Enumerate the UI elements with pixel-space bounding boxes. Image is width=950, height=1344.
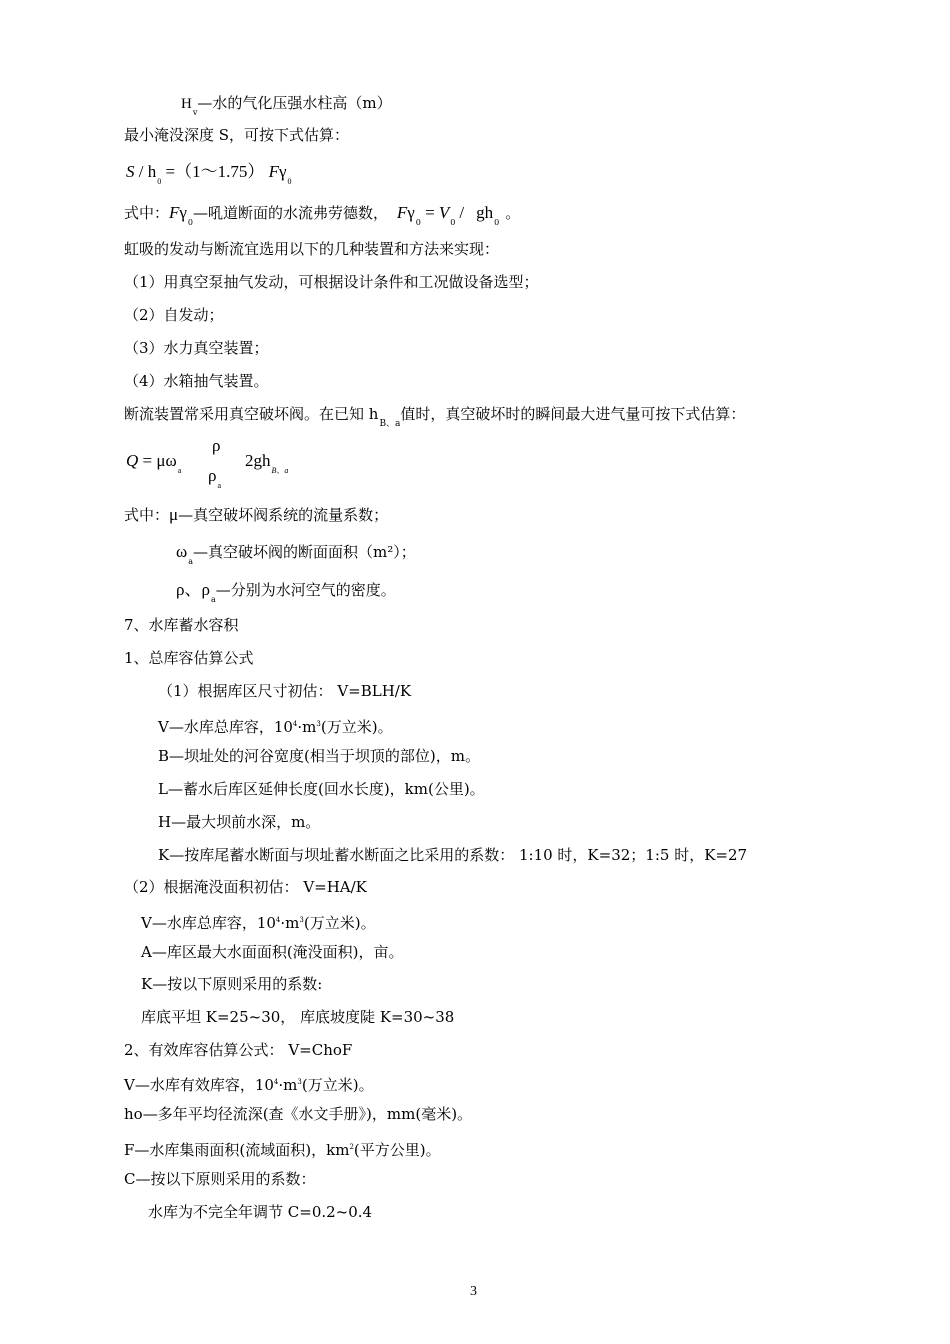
list-item: （4）水箱抽气装置。 [124, 372, 269, 390]
superscript: 4 [273, 1078, 279, 1086]
text-line: L—蓄水后库区延伸长度(回水长度)，km(公里)。 [158, 780, 485, 798]
symbol-gamma: γ [407, 203, 415, 222]
text-line [141, 910, 376, 933]
text-line: 最小淹没深度 S，可按下式估算： [124, 126, 350, 144]
text-line: （2）根据淹没面积初估： V=HA/K [124, 878, 367, 896]
line-text: —水的气化压强水柱高（m） [197, 94, 392, 112]
equals-mu-omega: = μω [138, 451, 177, 470]
subscript: v [192, 108, 198, 117]
symbol-gamma: γ [179, 203, 187, 222]
period: 。 [505, 204, 521, 222]
line-text: F—水库集雨面积(流域面积)，km [124, 1141, 350, 1159]
symbol-s: S [126, 162, 135, 181]
subscript: a [188, 557, 193, 566]
symbol-rho: ρ、 [176, 580, 202, 599]
symbol-gh: gh [476, 203, 494, 222]
line-text: (万立米)。 [303, 914, 376, 932]
section-heading: 2、有效库容估算公式： V=ChoF [124, 1041, 353, 1059]
superscript: 3 [299, 916, 304, 924]
sqrt-term [245, 451, 288, 476]
prefix: 式中： [124, 204, 170, 222]
text-line [124, 203, 520, 233]
symbol-gamma: γ [278, 162, 287, 181]
text-line [124, 1137, 441, 1160]
symbol-f: F [396, 203, 408, 222]
subscript: 0 [287, 177, 292, 186]
subscript: 0 [187, 218, 194, 227]
fraction-denominator [208, 466, 221, 490]
equation-q [126, 451, 181, 475]
subscript: a [210, 595, 216, 604]
line-text: ·m [278, 1076, 298, 1094]
symbol-rho: ρ [208, 466, 217, 485]
subscript: 0 [415, 218, 421, 227]
line-text: ·m [297, 718, 317, 736]
equals-range: =（1～1.75） [165, 162, 265, 181]
text-line: 水库为不完全年调节 C=0.2~0.4 [148, 1203, 373, 1221]
section-heading: 1、总库容估算公式 [124, 649, 254, 667]
text-line: （1）根据库区尺寸初估： V=BLH/K [158, 682, 412, 700]
equation-s-over-h0 [126, 157, 291, 186]
line-text: (平方公里)。 [353, 1141, 441, 1159]
symbol-q: Q [126, 451, 139, 470]
subscript: B、a [271, 466, 289, 475]
subscript: 0 [450, 218, 456, 227]
fraction-numerator-rho: ρ [212, 436, 221, 455]
line-text: V—水库总库容，10 [141, 914, 276, 932]
line-text: 断流装置常采用真空破坏阀。在已知 h [124, 405, 379, 423]
symbol-h: H [181, 96, 192, 112]
equals: = [420, 203, 439, 222]
prefix: 式中： [124, 506, 170, 524]
section-heading: 7、水库蓄水容积 [124, 616, 239, 634]
list-item: （1）用真空泵抽气发动，可根据设计条件和工况做设备选型； [124, 273, 539, 291]
text-line: B—坝址处的河谷宽度(相当于坝顶的部位)，m。 [158, 747, 480, 765]
description: —吼道断面的水流弗劳德数， [193, 204, 389, 222]
text-line: H—最大坝前水深，m。 [158, 813, 321, 831]
superscript: 4 [275, 916, 281, 924]
text-line: K—按库尾蓄水断面与坝址蓄水断面之比采用的系数： 1:10 时，K=32；1:5 时，K=27 [158, 846, 748, 864]
line-text: 值时，真空破坏时的瞬间最大进气量可按下式估算： [400, 405, 746, 423]
list-item: （2）自发动； [124, 306, 224, 324]
symbol-v: V [438, 203, 450, 222]
symbol-mu: μ [169, 505, 179, 524]
symbol-omega: ω [176, 542, 188, 561]
subscript: a [217, 481, 222, 490]
slash: / [459, 203, 465, 222]
text-line [158, 714, 393, 737]
slash: / [138, 162, 144, 181]
text-line: A—库区最大水面面积(淹没面积)，亩。 [141, 943, 404, 961]
subscript: 0 [494, 218, 500, 227]
description: —真空破坏阀系统的流量系数； [178, 506, 389, 524]
symbol-f: F [268, 162, 279, 181]
superscript: 3 [316, 720, 321, 728]
text-line: C—按以下原则采用的系数： [124, 1170, 316, 1188]
subscript: B、a [379, 419, 401, 429]
description: —分别为水河空气的密度。 [215, 581, 396, 599]
line-text: V—水库总库容，10 [158, 718, 293, 736]
text-line [124, 505, 388, 525]
subscript: 0 [157, 177, 162, 186]
line-text: V—水库有效库容，10 [124, 1076, 274, 1094]
symbol-rho: ρ [201, 580, 210, 599]
text-line [176, 542, 416, 572]
line-text: ·m [280, 914, 300, 932]
subscript: a [177, 466, 182, 475]
page-number: 3 [470, 1284, 477, 1299]
text-line: 库底平坦 K=25~30， 库底坡度陡 K=30~38 [141, 1008, 455, 1026]
superscript: 3 [297, 1078, 302, 1086]
superscript: 2 [349, 1143, 354, 1151]
symbol-f: F [169, 203, 180, 222]
line-text: (万立米)。 [320, 718, 393, 736]
symbol-h: h [147, 162, 157, 181]
line-text: (万立米)。 [301, 1076, 374, 1094]
text-line: 虹吸的发动与断流宜选用以下的几种装置和方法来实现： [124, 240, 500, 258]
symbol-2gh: 2gh [245, 451, 271, 470]
superscript: 4 [292, 720, 298, 728]
text-line [124, 404, 745, 434]
description: —真空破坏阀的断面面积（m²）； [192, 543, 416, 561]
text-line [176, 580, 396, 610]
text-line: K—按以下原则采用的系数: [141, 975, 323, 993]
text-line: ho—多年平均径流深(查《水文手册》)，mm(毫米)。 [124, 1105, 473, 1123]
text-line [124, 1072, 374, 1095]
text-line [181, 93, 392, 123]
list-item: （3）水力真空装置； [124, 339, 269, 357]
